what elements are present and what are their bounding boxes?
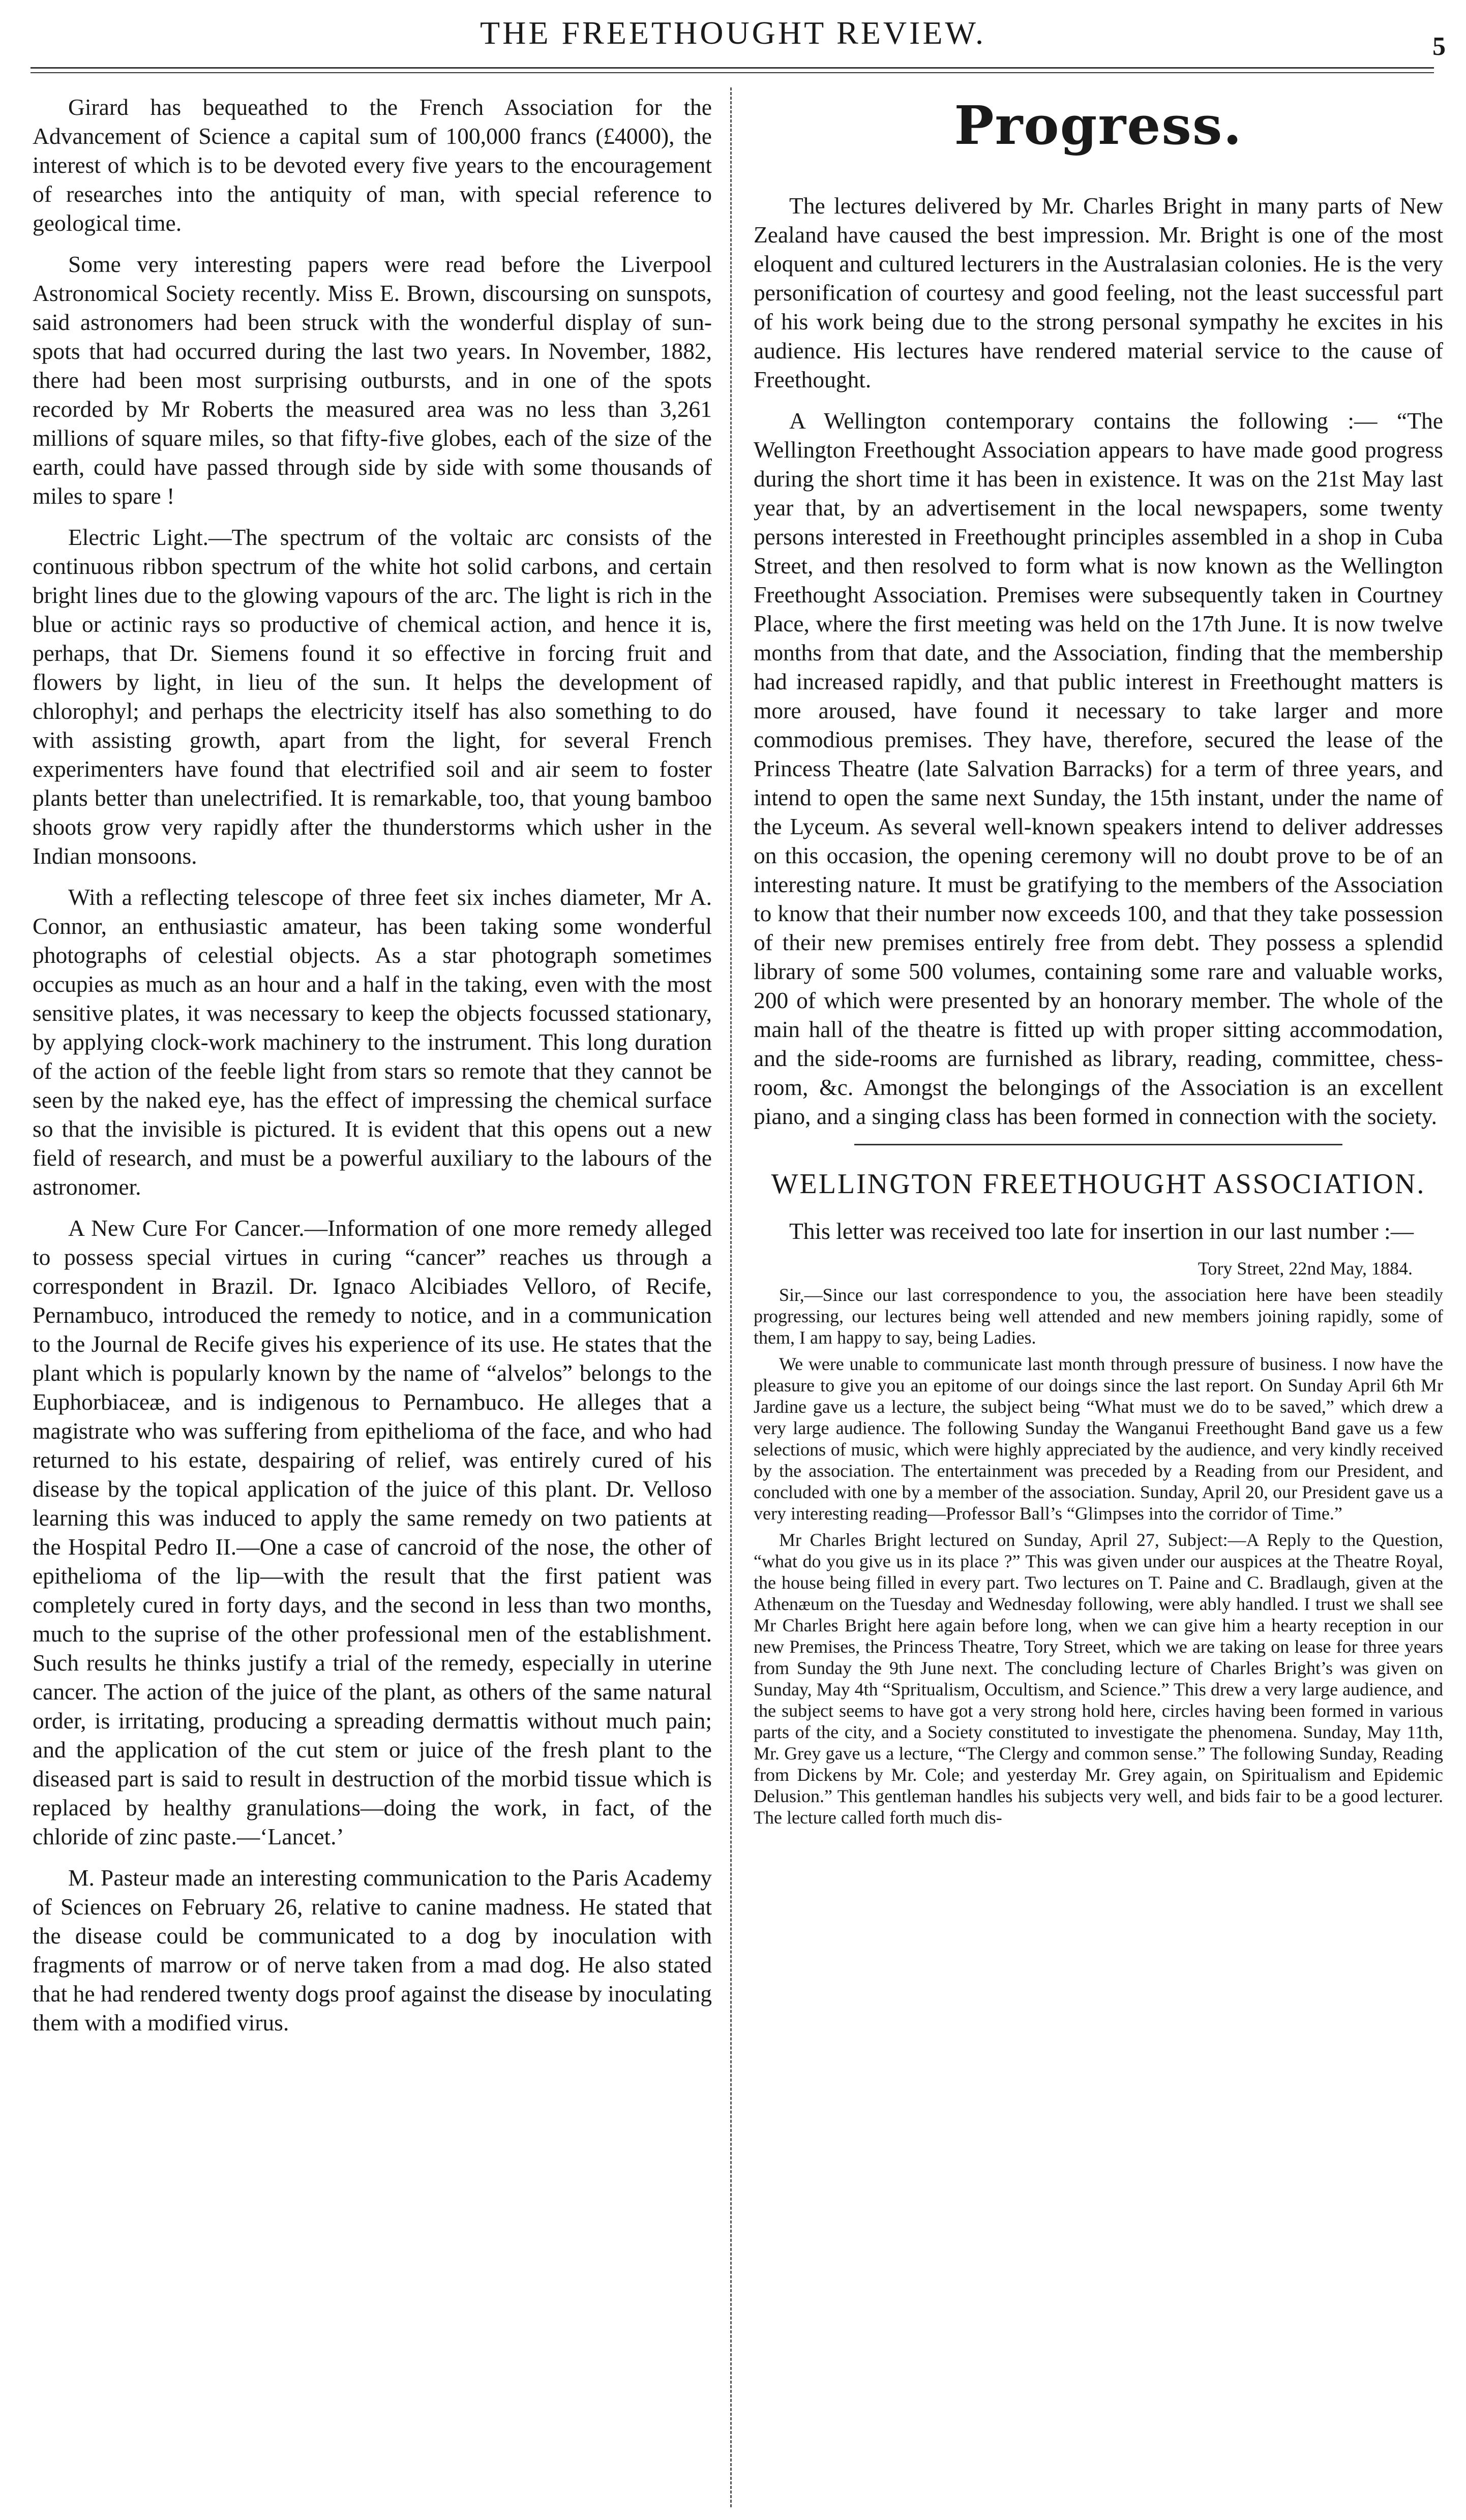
header-rule (31, 67, 1434, 69)
progress-paragraph-wellington: A Wellington contemporary contains the following :— “The Wellington Freethought Association appears to have made good progress during the short time it has been in existence. It was on the 21st May last year that, by an advertisement in the local newspapers, some twenty persons interested in Freethought principles assembled in a shop in Cuba Street, and then resolved to form what is now known as the Wellington Freethought Association. Premises were subsequently taken in Courtney Place, where the first meeting was held on the 17th June. It is now twelve months from that date, and the Association, finding that the membership had increased rapidly, and that public interest in Freethought matters is more aroused, have found it necessary to take larger and more commodious premises. They have, therefore, secured the lease of the Princess Theatre (late Salvation Barracks) for a term of three years, and intend to open the same next Sunday, the 15th instant, under the name of the Lyceum. As several well-known speakers intend to deliver addresses on this occasion, the opening ceremony will no doubt prove to be of an interesting nature. It must be gratifying to the members of the Association to know that their number now exceeds 100, and that they take possession of their new premises entirely free from debt. They possess a splendid library of some 500 volumes, containing some rare and valuable works, 200 of which were presented by an honorary member. The whole of the main hall of the theatre is fitted up with proper sitting accommodation, and the side-rooms are furnished as library, reading, committee, chess-room, &c. Amongst the belongings of the Association is an excellent piano, and a singing class has been formed in connection with the society. (754, 408, 1443, 1129)
letter-body (754, 1258, 1443, 1828)
article-sunspots: Some very interesting papers were read before the Liverpool Astronomical Society recently. Miss E. Brown, discoursing on sunspots, said astronomers had been struck with the wonderful display of sun-spots that had occurred during the last two years. In November, 1882, there had been most surprising outbursts, and in one of the spots recorded by Mr Roberts the measured area was no less than 3,261 millions of square miles, so that fifty-five globes, each of the size of the earth, could have passed through side by side with some thousands of miles to spare ! (33, 251, 712, 509)
column-divider (730, 87, 732, 2507)
article-pasteur: M. Pasteur made an interesting communication to the Paris Academy of Sciences on February 26, relative to canine madness. He stated that the disease could be communicated to a dog by inoculation with fragments of marrow or of nerve taken from a mad dog. He also stated that he had rendered twenty dogs proof against the disease by inoculating them with a modified virus. (33, 1865, 712, 2036)
wellington-association-heading: WELLINGTON FREETHOUGHT ASSOCIATION. (771, 1168, 1426, 1200)
article-electric-light: Electric Light.—The spectrum of the voltaic arc consists of the continuous ribbon spectrum of the white hot solid carbons, and certain bright lines due to the glowing vapours of the arc. The light is rich in the blue or actinic rays so productive of chemical action, and hence it is, perhaps, that Dr. Siemens found it so effective in forcing fruit and flowers by light, in lieu of the sun. It helps the development of chlorophyl; and perhaps the electricity itself has also something to do with assisting growth, apart from the light, for several French experimenters have found that electrified soil and air seem to foster plants better than unelectrified. It is remarkable, too, that young bamboo shoots grow very rapidly after the thunderstorms which usher in the Indian monsoons. (33, 524, 712, 869)
newspaper-title: THE FREETHOUGHT REVIEW. (480, 15, 986, 51)
letter-intro: This letter was received too late for insertion in our last number :— (789, 1218, 1414, 1244)
header-rule-thin (31, 72, 1434, 73)
article-girard-bequest: Girard has bequeathed to the French Association for the Advancement of Science a capital sum of 100,000 francs (£4000), the interest of which is to be devoted every five years to the encouragement of researches into the antiquity of man, with special reference to geological time. (33, 94, 712, 236)
letter-paragraph: Mr Charles Bright lectured on Sunday, April 27, Subject:—A Reply to the Question, “what do you give us in its place ?” This was given under our auspices at the Theatre Royal, the house being filled in every part. Two lectures on T. Paine and C. Bradlaugh, given at the Athenæum on the Tuesday and Wednesday following, were ably handled. I trust we shall see Mr Charles Bright here again before long, when we can give him a hearty reception in our new Premises, the Princess Theatre, Tory Street, which we are taking on lease for three years from Sunday the 9th June next. The concluding lecture of Charles Bright’s was given on Sunday, May 4th “Spritualism, Occultism, and Science.” This drew a very large audience, and the subject seems to have got a very strong hold here, circles having been formed in various parts of the city, and a Society constituted to investigate the phenomena. Sunday, May 11th, Mr. Grey gave us a lecture, “The Clergy and common sense.” The following Sunday, Reading from Dickens by Mr. Cole; and yesterday Mr. Grey again, on Spiritualism and Epidemic Delusion.” This gentleman handles his subjects very well, and bids fair to be a good lecturer. The lecture called forth much dis- (754, 1530, 1443, 1828)
letter-paragraph: We were unable to communicate last month through pressure of business. I now have the pleasure to give you an epitome of our doings since the last report. On Sunday April 6th Mr Jardine gave us a lecture, the subject being “What must we do to be saved,” which drew a very large audience. The following Sunday the Wanganui Freethought Band gave us a few selections of music, which were highly appreciated by the audience, and very kindly received by the association. The entertainment was preceded by a Reading from our President, and concluded with one by a member of the association. Sunday, April 20, our President gave us a very interesting reading—Professor Ball’s “Glimpses into the corridor of Time.” (754, 1354, 1443, 1524)
right-column (754, 93, 1443, 1833)
article-cancer-cure: A New Cure For Cancer.—Information of one more remedy alleged to possess special virtues in curing “cancer” reaches us through a correspondent in Brazil. Dr. Ignaco Alcibiades Velloro, of Recife, Pernambuco, introduced the remedy to notice, and in a communication to the Journal de Recife gives his experience of its use. He states that the plant which is popularly known by the name of “alvelos” belongs to the Euphorbiaceæ, and is indigenous to Pernambuco. He alleges that a magistrate who was suffering from epithelioma of the face, and who had returned to his estate, despairing of relief, was entirely cured of his disease by the topical application of the juice of this plant. Dr. Velloso learning this was induced to apply the same remedy on two patients at the Hospital Pedro II.—One a case of cancroid of the nose, the other of epithelioma of the lip—with the result that the first patient was completely cured in forty days, and the second in less than two months, much to the suprise of the other professional men of the establishment. Such results he thinks justify a trial of the remedy, especially in uterine cancer. The action of the juice of the plant, as others of the same natural order, is irritating, producing a spreading dermattis without much pain; and the application of the cut stem or juice of the fresh plant to the diseased part is said to result in destruction of the morbid tissue which is replaced by healthy granulations—doing the work, in fact, of the chloride of zinc paste.—‘Lancet.’ (33, 1215, 712, 1849)
progress-heading: Progress. (954, 94, 1243, 157)
letter-dateline: Tory Street, 22nd May, 1884. (1198, 1258, 1413, 1279)
page-header (0, 0, 1466, 66)
left-column (33, 93, 712, 2049)
letter-paragraph: Sir,—Since our last correspondence to you, the association here have been steadily progressing, our lectures being well attended and new members joining rapidly, some of them, I am happy to say, being Ladies. (754, 1285, 1443, 1348)
page-number: 5 (1432, 32, 1446, 61)
article-star-photography: With a reflecting telescope of three feet six inches diameter, Mr A. Connor, an enthusiastic amateur, has been taking some wonderful photographs of celestial objects. As a star photograph sometimes occupies as much as an hour and a half in the taking, even with the most sensitive plates, it was necessary to keep the objects focussed stationary, by applying clock-work machinery to the instrument. This long duration of the action of the feeble light from stars so remote that they cannot be seen by the naked eye, has the effect of impressing the chemical surface so that the invisible is pictured. It is evident that this opens out a new field of research, and must be a powerful auxiliary to the labours of the astronomer. (33, 884, 712, 1200)
progress-paragraph-bright: The lectures delivered by Mr. Charles Bright in many parts of New Zealand have caused the best impression. Mr. Bright is one of the most eloquent and cultured lecturers in the Australasian colonies. He is the very personification of courtesy and good feeling, not the least successful part of his work being due to the strong personal sympathy he excites in his audience. His lectures have rendered material service to the cause of Freethought. (754, 193, 1443, 392)
section-separator (854, 1144, 1342, 1145)
